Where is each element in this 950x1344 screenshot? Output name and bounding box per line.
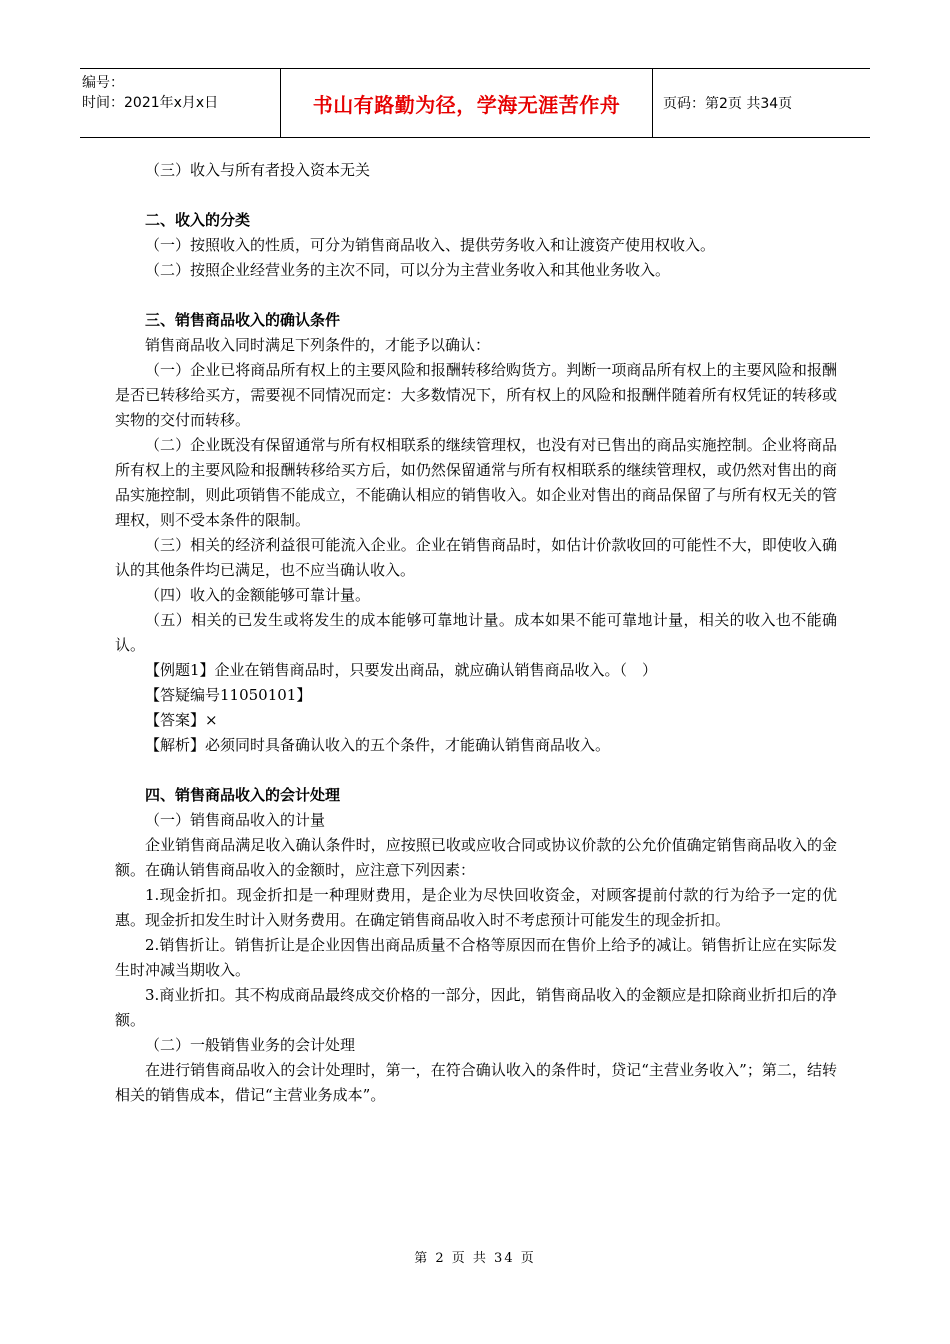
paragraph-gap — [115, 283, 837, 308]
body-paragraph: （一）企业已将商品所有权上的主要风险和报酬转移给购货方。判断一项商品所有权上的主要风险和报酬是否已转移给买方，需要视不同情况而定：大多数情况下，所有权上的风险和报酬伴随着所有权凭证的转移或实物的交付而转移。 — [115, 361, 837, 429]
section-heading: 二、收入的分类 — [145, 211, 251, 229]
doc-time-label: 时间：2021年x月x日 — [82, 95, 219, 111]
body-paragraph: 【例题1】企业在销售商品时，只要发出商品，就应确认销售商品收入。（ ） — [145, 661, 658, 679]
section-heading: 四、销售商品收入的会计处理 — [145, 786, 341, 804]
doc-code-label: 编号： — [82, 75, 124, 91]
body-paragraph: （二）一般销售业务的会计处理 — [145, 1036, 356, 1054]
body-paragraph: （五）相关的已发生或将发生的成本能够可靠地计量。成本如果不能可靠地计量，相关的收入也不能确认。 — [115, 611, 837, 654]
page-footer: 第 2 页 共 34 页 — [414, 1251, 536, 1266]
body-paragraph: 企业销售商品满足收入确认条件时，应按照已收或应收合同或协议价款的公允价值确定销售商品收入的金额。在确认销售商品收入的金额时，应注意下列因素： — [115, 836, 837, 879]
header-page-label: 页码：第2页 共34页 — [663, 96, 793, 112]
body-paragraph: （三）收入与所有者投入资本无关 — [145, 161, 371, 179]
body-paragraph: 【解析】必须同时具备确认收入的五个条件，才能确认销售商品收入。 — [145, 736, 611, 754]
header-meta — [80, 69, 281, 137]
paragraph-gap — [115, 758, 837, 783]
body-paragraph: 1.现金折扣。现金折扣是一种理财费用，是企业为尽快回收资金，对顾客提前付款的行为给予一定的优惠。现金折扣发生时计入财务费用。在确定销售商品收入时不考虑预计可能发生的现金折扣。 — [115, 886, 837, 929]
body-paragraph: （二）企业既没有保留通常与所有权相联系的继续管理权，也没有对已售出的商品实施控制。企业将商品所有权上的主要风险和报酬转移给买方后，如仍然保留通常与所有权相联系的继续管理权，或仍然对售出的商品实施控制，则此项销售不能成立，不能确认相应的销售收入。如企业对售出的商品保留了与所有权无关的管理权，则不受本条件的限制。 — [115, 436, 837, 529]
body-paragraph: （一）按照收入的性质，可分为销售商品收入、提供劳务收入和让渡资产使用权收入。 — [145, 236, 716, 254]
body-paragraph: （三）相关的经济利益很可能流入企业。企业在销售商品时，如估计价款收回的可能性不大，即使收入确认的其他条件均已满足，也不应当确认收入。 — [115, 536, 837, 579]
page-header — [80, 68, 870, 138]
paragraph-gap — [115, 183, 837, 208]
body-paragraph: 销售商品收入同时满足下列条件的，才能予以确认： — [145, 336, 491, 354]
body-paragraph: （二）按照企业经营业务的主次不同，可以分为主营业务收入和其他业务收入。 — [145, 261, 671, 279]
document-body — [115, 158, 837, 1108]
body-paragraph: （一）销售商品收入的计量 — [145, 811, 326, 829]
body-paragraph: （四）收入的金额能够可靠计量。 — [145, 586, 371, 604]
section-heading: 三、销售商品收入的确认条件 — [145, 311, 341, 329]
body-paragraph: 2.销售折让。销售折让是企业因售出商品质量不合格等原因而在售价上给予的减让。销售折让应在实际发生时冲减当期收入。 — [115, 936, 837, 979]
body-paragraph: 【答案】× — [145, 711, 218, 729]
body-paragraph: 【答疑编号11050101】 — [145, 686, 312, 704]
body-paragraph: 在进行销售商品收入的会计处理时，第一，在符合确认收入的条件时，贷记“主营业务收入”；第二，结转相关的销售成本，借记“主营业务成本”。 — [115, 1061, 837, 1104]
body-paragraph: 3.商业折扣。其不构成商品最终成交价格的一部分，因此，销售商品收入的金额应是扣除商业折扣后的净额。 — [115, 986, 837, 1029]
header-motto: 书山有路勤为径，学海无涯苦作舟 — [281, 69, 653, 137]
